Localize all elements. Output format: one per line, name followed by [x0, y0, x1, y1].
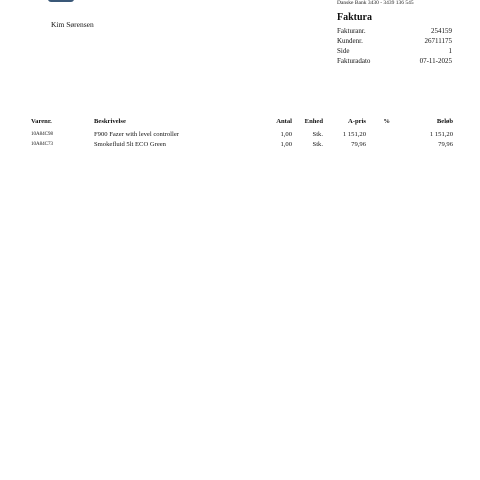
company-logo — [48, 0, 74, 2]
invoice-meta — [337, 26, 452, 66]
item-unit-price: 79,96 — [351, 141, 366, 148]
item-amount: 79,96 — [438, 141, 453, 148]
invoice-lines-table — [31, 116, 453, 150]
item-quantity: 1,00 — [280, 131, 292, 138]
header-unit: Enhed — [304, 118, 323, 125]
item-description: Smokefluid 5lt ECO Green — [94, 141, 166, 148]
header-amount: Beløb — [436, 118, 453, 125]
meta-label: Kundenr. — [337, 37, 363, 45]
bank-details: Danske Bank 3430 - 3439 136 545 — [337, 0, 414, 6]
item-number: 10A84C98 — [31, 132, 53, 137]
item-unit-price: 1 151,20 — [342, 131, 366, 138]
meta-page — [337, 46, 452, 56]
meta-label: Fakturanr. — [337, 27, 366, 35]
header-discount: % — [383, 118, 390, 125]
header-item-number: Varenr. — [31, 118, 52, 125]
item-number: 10A84C73 — [31, 142, 53, 147]
meta-customer-number — [337, 36, 452, 46]
meta-value: 26711175 — [424, 37, 452, 45]
invoice-title: Faktura — [337, 12, 372, 23]
table-row — [31, 140, 453, 150]
meta-invoice-number — [337, 26, 452, 36]
item-unit: Stk. — [312, 131, 323, 138]
item-unit: Stk. — [312, 141, 323, 148]
meta-label: Side — [337, 47, 350, 55]
meta-value: 254159 — [431, 27, 452, 35]
item-description: F900 Fazer with level controller — [94, 131, 179, 138]
meta-invoice-date — [337, 56, 452, 66]
meta-label: Fakturadato — [337, 57, 371, 65]
header-unit-price: A-pris — [348, 118, 366, 125]
header-quantity: Antal — [276, 118, 292, 125]
meta-value: 07-11-2025 — [419, 57, 452, 65]
table-row — [31, 130, 453, 140]
item-amount: 1 151,20 — [429, 131, 453, 138]
meta-value: 1 — [448, 47, 452, 55]
table-header-row — [31, 116, 453, 128]
item-quantity: 1,00 — [280, 141, 292, 148]
customer-name: Kim Sørensen — [51, 20, 94, 29]
header-description: Beskrivelse — [94, 118, 126, 125]
